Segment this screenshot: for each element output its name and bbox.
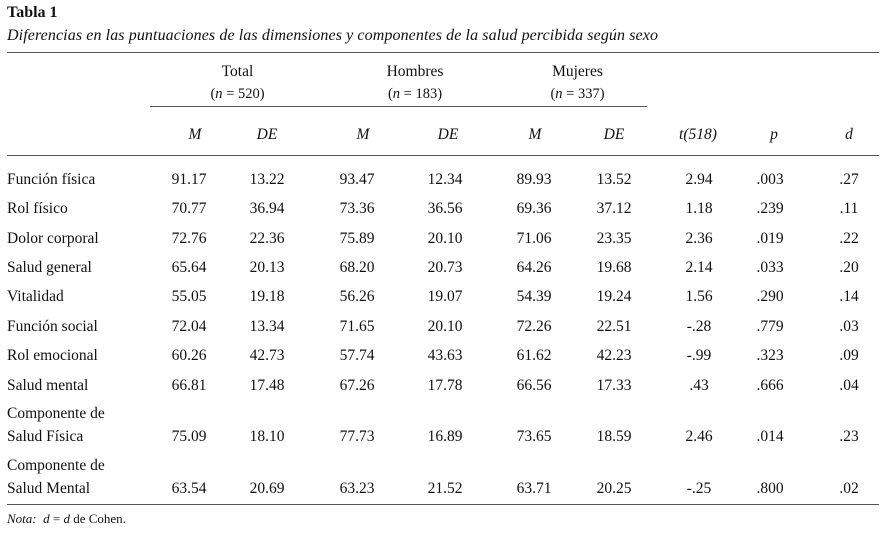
bottom-rule (7, 504, 879, 505)
row-label (7, 402, 105, 448)
table-cell: .04 (839, 377, 859, 394)
table-cell: 56.26 (339, 288, 375, 305)
col-header-total-m: M (188, 126, 202, 143)
table-cell: 68.20 (339, 259, 375, 276)
row-label (7, 197, 68, 220)
table-cell: 17.33 (596, 377, 632, 394)
row-label (7, 454, 105, 500)
table-cell: .019 (756, 230, 784, 247)
table-cell: .779 (756, 318, 784, 335)
table-cell: .033 (756, 259, 784, 276)
table-cell: 64.26 (516, 259, 552, 276)
table-cell: 13.52 (596, 171, 632, 188)
table-cell: 20.69 (249, 480, 285, 497)
table-cell: 36.94 (249, 200, 285, 217)
row-label-line: Función física (7, 171, 96, 188)
group-header-mujeres (505, 60, 650, 106)
group-n: (n = 183) (387, 86, 443, 102)
table-cell: 71.65 (339, 318, 375, 335)
table-cell: 63.54 (171, 480, 207, 497)
group-name: Total (221, 63, 254, 80)
table-cell: 20.73 (427, 259, 463, 276)
row-label-line: Componente de (7, 457, 105, 474)
table-cell: 19.07 (427, 288, 463, 305)
table-cell: 13.34 (249, 318, 285, 335)
table-cell: 60.26 (171, 347, 207, 364)
table-cell: 72.26 (516, 318, 552, 335)
table-cell: 73.65 (516, 428, 552, 445)
table-cell: 1.56 (685, 288, 713, 305)
table-cell: 2.94 (685, 171, 713, 188)
table-cell: 61.62 (516, 347, 552, 364)
table-cell: .23 (839, 428, 859, 445)
group-n: (n = 520) (210, 86, 265, 102)
table-cell: 1.18 (685, 200, 713, 217)
top-rule (7, 52, 879, 53)
row-label (7, 374, 88, 397)
table-cell: .14 (839, 288, 859, 305)
table-cell: 63.71 (516, 480, 552, 497)
table-cell: 16.89 (427, 428, 463, 445)
table-cell: 21.52 (427, 480, 463, 497)
col-header-t: t(518) (679, 126, 717, 143)
table-cell: 43.63 (427, 347, 463, 364)
table-cell: .666 (756, 377, 784, 394)
row-label (7, 344, 98, 367)
table-cell: .800 (756, 480, 784, 497)
row-label-line: Rol emocional (7, 347, 98, 364)
table-title: Tabla 1 (7, 4, 58, 21)
col-header-hombres-m: M (356, 126, 370, 143)
table-cell: 93.47 (339, 171, 375, 188)
table-cell: 18.59 (596, 428, 632, 445)
table-row (0, 256, 888, 279)
table-cell: .22 (839, 230, 859, 247)
row-label (7, 285, 64, 308)
table-cell: 55.05 (171, 288, 207, 305)
table-cell: 72.76 (171, 230, 207, 247)
table-cell: .239 (756, 200, 784, 217)
group-name: Hombres (386, 63, 444, 80)
row-label-line: Componente de (7, 405, 105, 422)
table-cell: 20.10 (427, 318, 463, 335)
row-label-line: Salud Física (7, 428, 84, 445)
row-label (7, 227, 99, 250)
table-row (0, 285, 888, 308)
table-cell: 65.64 (171, 259, 207, 276)
table-row (0, 315, 888, 338)
table-cell: .03 (839, 318, 859, 335)
table-cell: .27 (839, 171, 859, 188)
col-header-mujeres-de: DE (603, 126, 625, 143)
col-header-mujeres-m: M (528, 126, 542, 143)
table-cell: 70.77 (171, 200, 207, 217)
col-header-p: p (770, 126, 778, 143)
table-cell: .003 (756, 171, 784, 188)
row-label-line: Salud general (7, 259, 92, 276)
table-cell: .290 (756, 288, 784, 305)
table-cell: 13.22 (249, 171, 285, 188)
header-rule (7, 155, 879, 156)
table-cell: 89.93 (516, 171, 552, 188)
table-cell: .43 (689, 377, 709, 394)
table-cell: 71.06 (516, 230, 552, 247)
table-cell: .02 (839, 480, 859, 497)
row-label-line: Dolor corporal (7, 230, 99, 247)
table-cell: 17.48 (249, 377, 285, 394)
table-cell: 20.25 (596, 480, 632, 497)
table-cell: 2.36 (685, 230, 713, 247)
table-cell: 19.18 (249, 288, 285, 305)
table-cell: 67.26 (339, 377, 375, 394)
row-label (7, 315, 98, 338)
table-subtitle: Diferencias en las puntuaciones de las dimensiones y componentes de la salud percibida según sexo (7, 27, 659, 44)
row-label-line: Vitalidad (7, 288, 64, 305)
table-cell: 69.36 (516, 200, 552, 217)
table-cell: 72.04 (171, 318, 207, 335)
table-cell: 54.39 (516, 288, 552, 305)
table-cell: 22.51 (596, 318, 632, 335)
table-row (0, 402, 888, 448)
table-row (0, 227, 888, 250)
table-cell: 19.68 (596, 259, 632, 276)
table-cell: 23.35 (596, 230, 632, 247)
row-label-line: Rol físico (7, 200, 68, 217)
row-label-line: Función social (7, 318, 98, 335)
table-cell: 12.34 (427, 171, 463, 188)
row-label (7, 256, 92, 279)
table-note: Nota: d = d de Cohen. (7, 511, 126, 526)
row-label (7, 168, 95, 191)
col-header-d: d (845, 126, 853, 143)
table-cell: 91.17 (171, 171, 207, 188)
table-row (0, 344, 888, 367)
table-cell: 42.73 (249, 347, 285, 364)
table-row (0, 168, 888, 191)
table-cell: 20.10 (427, 230, 463, 247)
table-cell: .20 (839, 259, 859, 276)
table-row (0, 374, 888, 397)
table-cell: 22.36 (249, 230, 285, 247)
table-cell: 66.56 (516, 377, 552, 394)
table-cell: 17.78 (427, 377, 463, 394)
table-cell: 77.73 (339, 428, 375, 445)
table-cell: 75.89 (339, 230, 375, 247)
table-cell: 18.10 (249, 428, 285, 445)
table-cell: -.25 (686, 480, 712, 497)
table-cell: 19.24 (596, 288, 632, 305)
table-cell: .11 (839, 200, 859, 217)
table-cell: -.28 (686, 318, 712, 335)
table-cell: 57.74 (339, 347, 375, 364)
table-cell: 66.81 (171, 377, 207, 394)
table-cell: .09 (839, 347, 859, 364)
table-cell: 42.23 (596, 347, 632, 364)
table-cell: -.99 (686, 347, 712, 364)
row-label-line: Salud Mental (7, 480, 91, 497)
group-n: (n = 337) (550, 86, 605, 102)
group-rule (150, 106, 647, 107)
table-row (0, 197, 888, 220)
col-header-hombres-de: DE (437, 126, 459, 143)
col-header-total-de: DE (256, 126, 278, 143)
table-cell: .014 (756, 428, 784, 445)
group-name: Mujeres (552, 63, 603, 80)
table-cell: 63.23 (339, 480, 375, 497)
group-header-total (150, 60, 325, 106)
group-header-hombres (325, 60, 505, 106)
table-cell: 20.13 (249, 259, 285, 276)
table-cell: 2.14 (685, 259, 713, 276)
table-cell: 73.36 (339, 200, 375, 217)
table-row (0, 454, 888, 500)
table-cell: .323 (756, 347, 784, 364)
row-label-line: Salud mental (7, 377, 89, 394)
table-cell: 37.12 (596, 200, 632, 217)
table-cell: 75.09 (171, 428, 207, 445)
table-cell: 2.46 (685, 428, 713, 445)
table-cell: 36.56 (427, 200, 463, 217)
